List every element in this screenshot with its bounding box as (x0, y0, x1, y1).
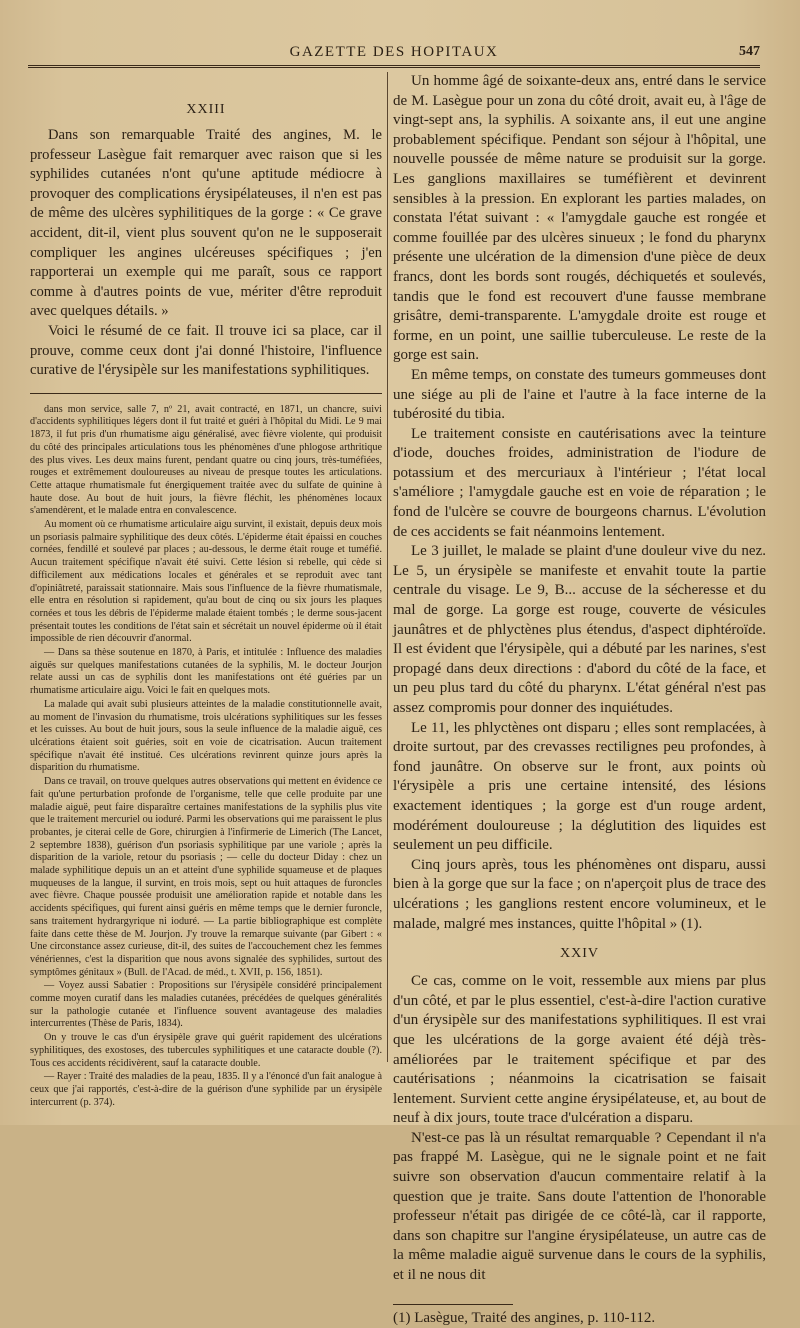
footnote: (1) Lasègue, Traité des angines, p. 110-112. (393, 1309, 656, 1326)
left-column (30, 72, 382, 1108)
footnote-rule (393, 1304, 513, 1305)
paragraph: Ce cas, comme on le voit, ressemble aux miens par plus d'un côté, et par le plus essentiel, c'est-à-dire l'action curative d'un érysipèle sur des manifestations syphilitiques. Il est vrai que les ulcérations de la gorge avaient été déjà très-améliorées par le traitement spécifique et par des cautérisations ; néanmoins la cicatrisation se faisait lentement. Survient cette angine érysipélateuse, et, au bout de neuf à dix jours, toute trace d'ulcération a disparu. (393, 973, 766, 1127)
section-number: XXIII (186, 102, 226, 117)
running-title: GAZETTE DES HOPITAUX (289, 44, 499, 60)
paragraph: Le 11, les phlyctènes ont disparu ; elles sont remplacées, à droite surtout, par des crevasses rectilignes peu profondes, à fond jaunâtre. On observe sur le front, aux points où l'érysipèle a pris une certaine intensité, des lésions exactement identiques ; la gorge est d'un rouge ardent, modérément douloureuse ; la déglutition des liquides est seulement un peu difficile. (393, 719, 766, 854)
small-paragraph: Au moment où ce rhumatisme articulaire aigu survint, il existait, depuis deux mois un psoriasis palmaire syphilitique des deux côtés. L'épiderme était épaissi en couches cornées, fendillé et soulevé par places ; au-dessous, le derme était rouge et tuméfié. Aucun traitement spécifique n'avait été suivi. Cette lésion si rebelle, qui cède si difficilement aux médications locales et générales et se reproduit avec tant d'opiniâtreté, paraissait stationnaire. Mais sous l'influence de la fièvre rhumatismale, elle entra en résolution si rapidement, qu'au bout de cinq ou six jours les plaques cornées et tous les débris de l'épiderme malade étaient tombés ; le derme sous-jacent présentait toutes les conditions de l'état sain et sécrétait un nouvel épiderme où il était impossible de rien découvrir d'anormal. (30, 519, 382, 645)
paragraph: Un homme âgé de soixante-deux ans, entré dans le service de M. Lasègue pour un zona du côté droit, avait eu, à l'âge de vingt-sept ans, la syphilis. A soixante ans, il eut une angine probablement spécifique. Pendant son séjour à l'hôpital, une nouvelle poussée de même nature se produisit sur la gorge. Les ganglions maxillaires se tuméfièrent et devinrent sensibles à la pression. En explorant les parties malades, on constata l'état suivant : « l'amygdale gauche est rongée et comme fouillée par des ulcères sinueux ; le fond du pharynx présente une ulcération de la dimension d'une pièce de deux francs, dont les bords sont rougés, déchiquetés et soulevés, tandis que le fond est recouvert d'une fausse membrane grisâtre, demi-transparente. L'amygdale droite est rouge et forme, en un point, une saillie tuberculeuse. Le reste de la gorge est sain. (393, 73, 766, 364)
small-print-block (30, 404, 382, 1110)
small-paragraph: La malade qui avait subi plusieurs atteintes de la maladie constitutionnelle avait, au moment de l'invasion du rhumatisme, trois ulcérations syphilitiques sur les fesses et les cuisses. Au bout de huit jours, sous la seule influence de la maladie aiguë, ces ulcérations étaient soit guéries, soit en voie de cicatrisation. Aucun traitement spécifique n'avait été institué. Ces ulcérations revinrent quinze jours après la disparition du rhumatisme. (30, 698, 382, 774)
column-divider (387, 72, 388, 1062)
paragraph: Le 3 juillet, le malade se plaint d'une douleur vive du nez. Le 5, un érysipèle se manifeste et envahit toute la partie centrale du visage. Le 9, B... accuse de la sécheresse et du mal de gorge. La gorge est rouge, couverte de vésicules jaunâtres et de phlyctènes plus étendus, d'aspect diphtéroïde. Il est évident que l'érysipèle, qui a débuté par les narines, s'est propagé dans deux directions : d'abord du côté de la face, et un peu plus tard du côté du pharynx. L'état général n'est pas assez compromis pour donner des inquiétudes. (393, 543, 766, 716)
section-rule (30, 393, 382, 394)
header-rule (28, 65, 760, 68)
section-number: XXIV (560, 946, 599, 962)
small-paragraph: — Voyez aussi Sabatier : Propositions sur l'érysipèle considéré principalement comme moyen curatif dans les maladies cutanées, précédées de quelques généralités sur la pathologie cutanée et l'influence souvent avantageuse des maladies intercurrentes (Thèse de Paris, 1834). (30, 980, 382, 1030)
paragraph: Cinq jours après, tous les phénomènes ont disparu, aussi bien à la gorge que sur la face ; on n'aperçoit plus de trace des ulcérations ; les ganglions restent encore volumineux, et le malade, malgré mes instances, quitte l'hôpital » (1). (393, 856, 766, 932)
small-paragraph: Dans ce travail, on trouve quelques autres observations qui mettent en évidence ce fait qu'une perturbation profonde de l'organisme, telle que celle produite par une maladie aiguë, peut faire disparaître certaines manifestations de la syphilis plus vite que le traitement mercuriel ou ioduré. Parmi les observations qui me paraissent le plus probantes, je citerai celle de Gore, chirurgien à l'infirmerie de Limerich (The Lancet, 2 septembre 1838), guérison d'un psoriasis syphilitique par une variole ; après la disparition de la variole, retour du psoriasis ; — celle du docteur Diday : chez un malade syphilitique depuis un an et atteint d'une syphilide squameuse et de plaques muqueuses de la langue, il survint, en trois mois, sept ou huit attaques de furoncles avec fièvre. Chaque poussée produisit une amélioration rapide et notable dans les accidents spécifiques, qui furent ainsi guéris en même temps que le dernier furoncle, sans traitement hydrargyrique ni ioduré. — La partie bibliographique est complète faite dans cette thèse de M. Jourjon. J'y trouve la remarque suivante (par Gibert : « Une circonstance assez curieuse, dit-il, des suites de l'accouchement chez les femmes vénériennes, c'est la disparition que nous avons signalée des syphilides, surtout des symptômes génitaux » (Bull. de l'Acad. de méd., t. XVII, p. 156, 1851). (30, 776, 382, 978)
small-paragraph: — Dans sa thèse soutenue en 1870, à Paris, et intitulée : Influence des maladies aiguës sur quelques manifestations cutanées de la syphilis, M. le docteur Jourjon relate aussi un cas de syphilis dont les manifestations ont été guéries par un rhumatisme articulaire aigu. Voici le fait en quelques mots. (30, 647, 382, 697)
small-paragraph: dans mon service, salle 7, nº 21, avait contracté, en 1871, un chancre, suivi d'accidents syphilitiques légers dont il fut traité et guéri à l'hôpital du Midi. Le 9 mai 1873, il fut pris d'un rhumatisme aigu généralisé, avec fièvre violente, qui produisit du côté des principales articulations tous les phénomènes d'une phlogose arthritique des plus vives. Les deux mains furent, pendant quatre ou cinq jours, très-tuméfiées, rouges et extrêmement douloureuses au niveau de presque toutes les articulations. Cette attaque rhumatismale fut énergiquement traitée avec du sulfate de quinine à haute dose. Au bout de huit jours, la fièvre fléchit, les phénomènes locaux s'amendèrent, et le malade entra en convalescence. (30, 403, 382, 517)
paragraph: Dans son remarquable Traité des angines, M. le professeur Lasègue fait remarquer avec raison que si les syphilides cutanées n'ont qu'une aptitude médiocre à provoquer des complications érysipélateuses, il n'en est pas de même des ulcères syphilitiques de la gorge : « Ce grave accident, dit-il, vient plus souvent qu'on ne le supposerait compliquer les angines ulcéreuses spécifiques ; j'en rapporterai un exemple qui me paraît, sous ce rapport comme à d'autres points de vue, mériter d'être reproduit avec quelques détails. » (30, 127, 382, 320)
paragraph: En même temps, on constate des tumeurs gommeuses dont une siége au pli de l'aine et l'autre à la face interne de la tubérosité du tibia. (393, 366, 766, 423)
paragraph: Voici le résumé de ce fait. Il trouve ici sa place, car il prouve, comme ceux dont j'ai donné l'histoire, l'influence curative de l'érysipèle sur les manifestations syphilitiques. (30, 322, 382, 379)
page-header (28, 40, 760, 62)
paragraph: N'est-ce pas là un résultat remarquable ? Cependant il n'a pas frappé M. Lasègue, qui ne le signale point et ne fait suivre son observation d'aucun commentaire relatif à la question que je traite. Sans doute l'attention de l'honorable professeur n'était pas dirigée de ce côté-là, car il rapporte, dans son chapitre sur l'angine érysipélateuse, un autre cas de la même maladie aiguë survenue dans le cours de la syphilis, et il ne nous dit (393, 1129, 766, 1284)
page-number: 547 (739, 44, 760, 59)
small-paragraph: — Rayer : Traité des maladies de la peau, 1835. Il y a l'énoncé d'un fait analogue à ceux que j'ai rapportés, c'est-à-dire de la guérison d'une syphilide par un érysipèle intercurrent (p. 374). (30, 1071, 382, 1108)
paragraph: Le traitement consiste en cautérisations avec la teinture d'iode, douches froides, administration de l'iodure de potassium et des mercuriaux à l'intérieur ; l'état local s'améliore ; l'amygdale gauche est en voie de réparation ; le fond de l'ulcère se couvre de bourgeons charnus. L'évolution de ces accidents se fait néanmoins lentement. (393, 425, 766, 540)
small-paragraph: On y trouve le cas d'un érysipèle grave qui guérit rapidement des ulcérations syphilitiques, des exostoses, des tubercules syphilitiques et une cataracte double (?). Tous ces accidents récidivèrent, sauf la cataracte double. (30, 1032, 382, 1069)
right-column (393, 72, 766, 1326)
